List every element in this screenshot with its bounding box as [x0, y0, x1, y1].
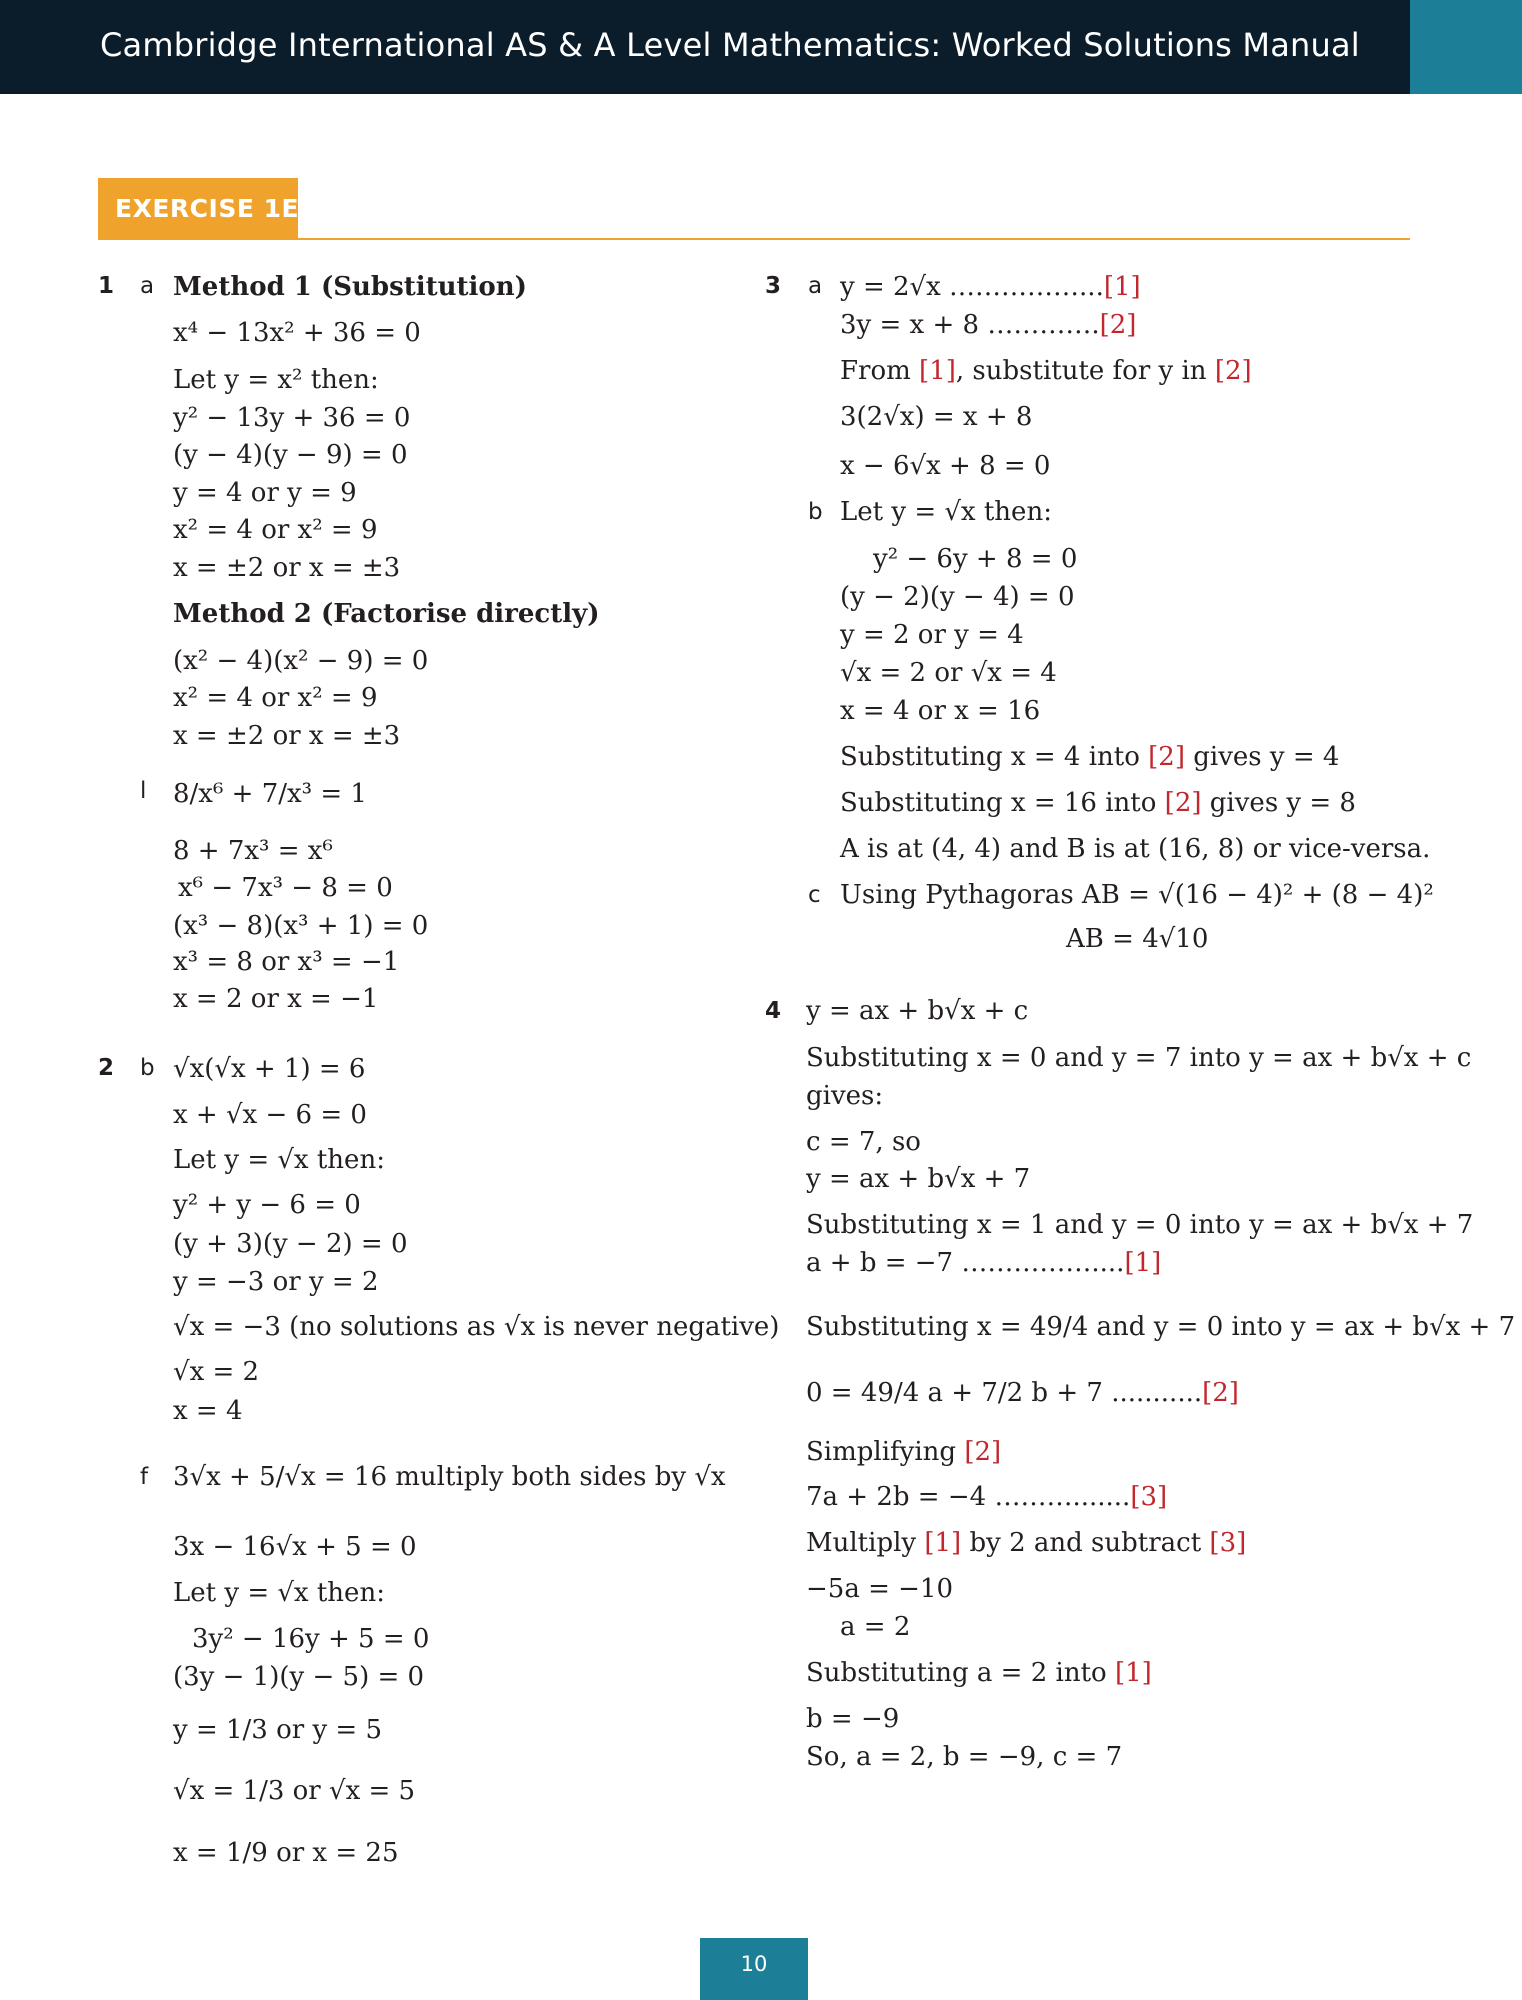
solution-line: Using Pythagoras AB = √(16 − 4)² + (8 − 4)² [840, 880, 1434, 910]
equation-reference: [3] [1209, 1528, 1247, 1558]
solution-line: x − 6√x + 8 = 0 [840, 451, 1051, 481]
page-number: 10 [740, 1952, 768, 1976]
solution-line: 8 + 7x³ = x⁶ [173, 836, 333, 866]
solution-line: Substituting a = 2 into [1] [806, 1658, 1152, 1688]
solution-line: c = 7, so [806, 1127, 921, 1157]
equation-reference: [2] [1099, 310, 1137, 340]
solution-line: A is at (4, 4) and B is at (16, 8) or vice-versa. [840, 834, 1431, 864]
question-2b-label: b [140, 1055, 155, 1081]
solution-line: 3x − 16√x + 5 = 0 [173, 1532, 417, 1562]
solution-line: y = 2 or y = 4 [840, 620, 1024, 650]
book-title: Cambridge International AS & A Level Mathematics: Worked Solutions Manual [100, 26, 1360, 64]
solution-line: Substituting x = 1 and y = 0 into y = ax + b√x + 7 [806, 1210, 1474, 1240]
equation-reference: [2] [1164, 788, 1202, 818]
solution-line: y² − 13y + 36 = 0 [173, 403, 411, 433]
solution-line: 0 = 49/4 a + 7/2 b + 7 ...........[2] [806, 1378, 1239, 1408]
question-2f-label: f [140, 1464, 149, 1490]
solution-line: x⁴ − 13x² + 36 = 0 [173, 318, 421, 348]
solution-line: 7a + 2b = −4 ……….......[3] [806, 1482, 1168, 1512]
question-4-number: 4 [765, 998, 782, 1024]
solution-line: Let y = x² then: [173, 365, 379, 395]
solution-line: Simplifying [2] [806, 1437, 1002, 1467]
solution-line: x⁶ − 7x³ − 8 = 0 [178, 873, 393, 903]
equation-reference: [3] [1130, 1482, 1168, 1512]
equation-reference: [1] [919, 356, 956, 386]
method-1-heading: Method 1 (Substitution) [173, 272, 527, 302]
solution-line: √x = −3 (no solutions as √x is never negative) [173, 1312, 780, 1342]
solution-line: AB = 4√10 [1066, 924, 1209, 954]
question-1a-label: a [140, 273, 155, 299]
solution-line: x + √x − 6 = 0 [173, 1100, 367, 1130]
solution-line: y = 4 or y = 9 [173, 478, 357, 508]
solution-line: (y − 4)(y − 9) = 0 [173, 440, 408, 470]
solution-line: Let y = √x then: [173, 1578, 385, 1608]
solution-line: (y + 3)(y − 2) = 0 [173, 1229, 408, 1259]
question-1l-label: l [140, 778, 147, 804]
exercise-label: EXERCISE 1E [115, 194, 300, 223]
solution-line: y = −3 or y = 2 [173, 1267, 379, 1297]
solution-line: (x³ − 8)(x³ + 1) = 0 [173, 911, 429, 941]
solution-line: x² = 4 or x² = 9 [173, 683, 378, 713]
solution-line: y² − 6y + 8 = 0 [873, 544, 1078, 574]
exercise-divider [98, 238, 1410, 240]
solution-line: √x = 2 [173, 1357, 260, 1387]
equation-reference: [2] [1202, 1378, 1239, 1408]
equation-reference: [2] [1148, 742, 1185, 772]
question-3c-label: c [808, 882, 821, 908]
method-2-heading: Method 2 (Factorise directly) [173, 599, 600, 629]
solution-line: Let y = √x then: [840, 497, 1052, 527]
solution-line: 3√x + 5/√x = 16 multiply both sides by √x [173, 1462, 726, 1492]
solution-line: y = 1/3 or y = 5 [173, 1715, 383, 1745]
equation-reference: [1] [924, 1528, 962, 1558]
solution-line: 3y² − 16y + 5 = 0 [192, 1624, 430, 1654]
equation-reference: [1] [1103, 272, 1141, 302]
equation-reference: [2] [964, 1437, 1002, 1467]
question-1-number: 1 [98, 273, 115, 299]
header-accent-block [1410, 0, 1522, 94]
solution-line: √x = 1/3 or √x = 5 [173, 1776, 416, 1806]
solution-line: From [1], substitute for y in [2] [840, 356, 1252, 386]
solution-line: y = ax + b√x + 7 [806, 1164, 1031, 1194]
solution-line: x = ±2 or x = ±3 [173, 553, 401, 583]
solution-line: 8/x⁶ + 7/x³ = 1 [173, 779, 367, 809]
solution-line: (3y − 1)(y − 5) = 0 [173, 1662, 425, 1692]
solution-line: Substituting x = 0 and y = 7 into y = ax + b√x + c [806, 1043, 1472, 1073]
solution-line: Substituting x = 4 into [2] gives y = 4 [840, 742, 1340, 772]
solution-line: x = 4 [173, 1396, 243, 1426]
solution-line: gives: [806, 1081, 884, 1111]
solution-line: x = 4 or x = 16 [840, 696, 1041, 726]
question-2-number: 2 [98, 1055, 115, 1081]
solution-line: Substituting x = 49/4 and y = 0 into y = ax + b√x + 7 [806, 1312, 1516, 1342]
solution-line: y = ax + b√x + c [806, 996, 1029, 1026]
solution-line: Let y = √x then: [173, 1145, 385, 1175]
solution-line: So, a = 2, b = −9, c = 7 [806, 1742, 1123, 1772]
solution-line: x² = 4 or x² = 9 [173, 515, 378, 545]
solution-line: b = −9 [806, 1704, 900, 1734]
equation-reference: [1] [1124, 1248, 1162, 1278]
solution-line: √x(√x + 1) = 6 [173, 1054, 366, 1084]
solution-line: x = 1/9 or x = 25 [173, 1838, 399, 1868]
solution-line: a = 2 [840, 1612, 911, 1642]
solution-line: x = 2 or x = −1 [173, 984, 379, 1014]
solution-line: (x² − 4)(x² − 9) = 0 [173, 646, 429, 676]
solution-line: y = 2√x ……………...[1] [840, 272, 1141, 302]
question-3a-label: a [808, 273, 823, 299]
solution-line: Multiply [1] by 2 and subtract [3] [806, 1528, 1247, 1558]
solution-line: x = ±2 or x = ±3 [173, 721, 401, 751]
question-3-number: 3 [765, 273, 782, 299]
solution-line: a + b = −7 ……………....[1] [806, 1248, 1162, 1278]
solution-line: Substituting x = 16 into [2] gives y = 8 [840, 788, 1356, 818]
question-3b-label: b [808, 499, 823, 525]
equation-reference: [1] [1114, 1658, 1152, 1688]
solution-line: (y − 2)(y − 4) = 0 [840, 582, 1075, 612]
solution-line: x³ = 8 or x³ = −1 [173, 947, 400, 977]
solution-line: y² + y − 6 = 0 [173, 1190, 361, 1220]
solution-line: 3y = x + 8 ………….[2] [840, 310, 1137, 340]
equation-reference: [2] [1214, 356, 1252, 386]
solution-line: 3(2√x) = x + 8 [840, 402, 1033, 432]
solution-line: √x = 2 or √x = 4 [840, 658, 1057, 688]
solution-line: −5a = −10 [806, 1574, 954, 1604]
